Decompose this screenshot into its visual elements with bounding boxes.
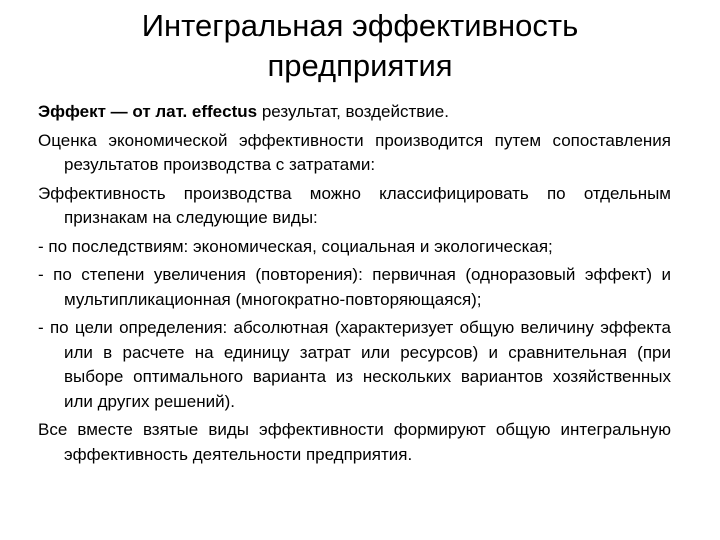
list-item-consequences: - по последствиям: экономическая, социальная и экологическая; xyxy=(38,236,553,256)
slide-body xyxy=(38,100,671,471)
paragraph-conclusion: Все вместе взятые виды эффективности формируют общую интегральную эффективность деятельности предприятия. xyxy=(38,420,671,464)
definition-paragraph xyxy=(38,100,671,125)
slide-title xyxy=(60,6,660,86)
list-item-purpose: - по цели определения: абсолютная (характеризует общую величину эффекта или в расчете на единицу затрат или ресурсов) и сравнительная (при выборе оптимального варианта из нескольких вариантов хозяйственных или других решений). xyxy=(38,318,671,411)
definition-text: результат, воздействие. xyxy=(257,102,449,121)
slide-title-line-2: предприятия xyxy=(267,48,453,83)
paragraph-evaluation: Оценка экономической эффективности производится путем сопоставления результатов производства с затратами: xyxy=(38,130,671,174)
list-item-repetition: - по степени увеличения (повторения): первичная (одноразовый эффект) и мультипликационная (многократно-повторяющаяся); xyxy=(38,265,671,309)
paragraph-classification: Эффективность производства можно классифицировать по отдельным признакам на следующие виды: xyxy=(38,183,671,227)
slide-title-line-1: Интегральная эффективность xyxy=(141,8,579,43)
definition-term: Эффект — от лат. effectus xyxy=(38,102,258,121)
